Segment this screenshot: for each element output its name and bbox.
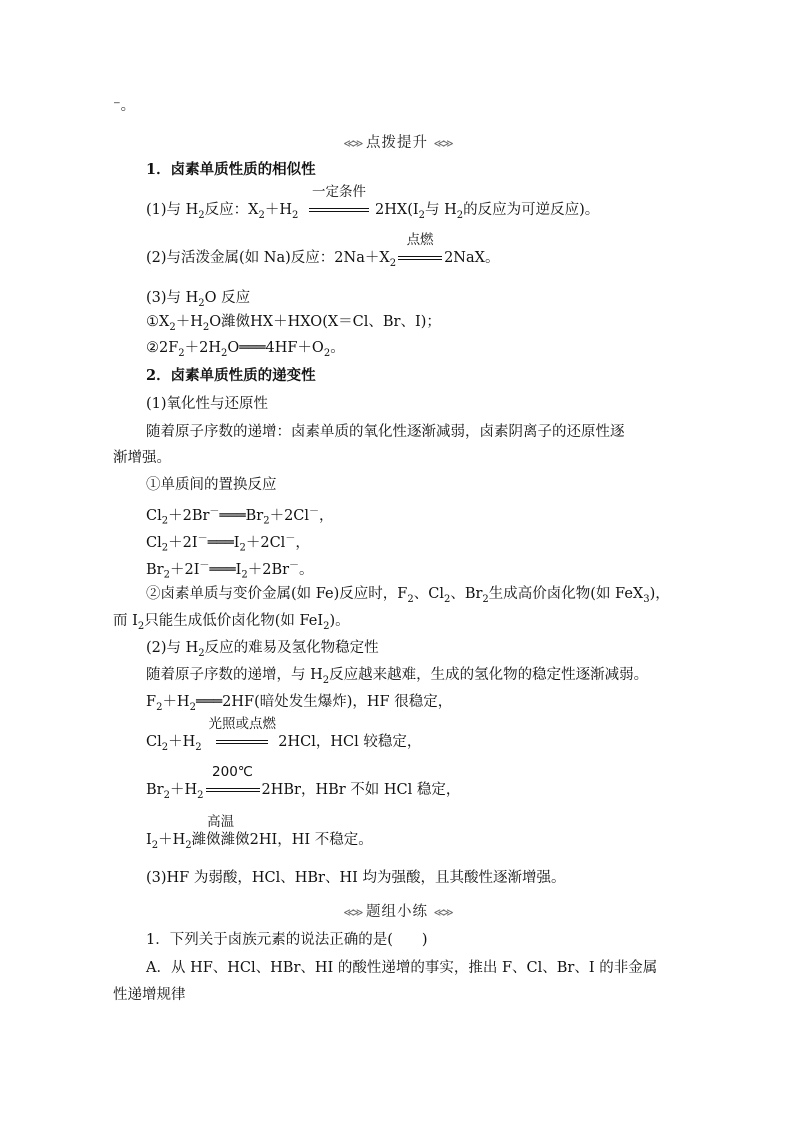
text-line: ①单质间的置换反应 xyxy=(146,477,277,493)
equation-line: (2)与活泼金属(如 Na)反应：$2Na+X_2$ 点燃 2NaX。 xyxy=(146,232,500,269)
section-heading-tips: ≪≫ 点拨提升 ≪≫ xyxy=(343,135,451,151)
equation-line: $Cl_2+2I^-═══I_2+2Cl^-$， xyxy=(146,533,310,554)
decoration-icon: ≪≫ xyxy=(343,906,361,919)
equation-line: $Br_2+H_2$ 200℃ 2HBr，HBr 不如 HCl 稳定， xyxy=(146,764,461,801)
question-stem: 1．下列关于卤族元素的说法正确的是( ) xyxy=(146,932,428,948)
question-option-a: A．从 HF、HCl、HBr、HI 的酸性递增的事实，推出 F、Cl、Br、I 的非金属 xyxy=(146,960,658,976)
equation-line: $①X_2+H_2O$濰傚HX＋HXO(X＝Cl、Br、I)； xyxy=(146,314,441,333)
subsection-title: 2．卤素单质性质的递变性 xyxy=(146,367,316,384)
text-line: 随着原子序数的递增，与 $H_2$反应越来越难，生成的氢化物的稳定性逐渐减弱。 xyxy=(146,667,649,686)
equation-line: $Cl_2+2Br^-═══Br_2+2Cl^-$， xyxy=(146,506,334,527)
equation-line: $Br_2+2I^-═══I_2+2Br^-$。 xyxy=(146,560,314,581)
decoration-icon: ≪≫ xyxy=(433,906,451,919)
reaction-arrow: 点燃 xyxy=(398,248,442,268)
decoration-icon: ≪≫ xyxy=(343,137,361,150)
text-line: 而 $I_2$只能生成低价卤化物(如 FeI$_2$)。 xyxy=(113,613,350,632)
equation-line: $I_2+H_2$ 高温 濰傚濰傚2HI，HI 不稳定。 xyxy=(146,814,373,851)
text-line: ②卤素单质与变价金属(如 Fe)反应时，$F_2$、$Cl_2$、$Br_2$生成高价卤化物(如 FeX$_3$)， xyxy=(146,586,670,605)
text-line: 随着原子序数的递增：卤素单质的氧化性逐渐减弱，卤素阴离子的还原性逐 xyxy=(146,424,625,440)
equation-line: $Cl_2+H_2$ 光照或点燃 2HCl，HCl 较稳定， xyxy=(146,716,422,753)
subsection-title: 1．卤素单质性质的相似性 xyxy=(146,161,316,178)
reaction-arrow: 200℃ xyxy=(206,780,260,800)
reaction-arrow: 光照或点燃 xyxy=(216,732,268,752)
text-line: (3)与 $H_2O$ 反应 xyxy=(146,290,251,309)
text-fragment: ⁻。 xyxy=(113,98,136,114)
question-option-a-cont: 性递增规律 xyxy=(113,987,186,1003)
equation-line: (1)与 $H_2$反应：$X_2+H_2$ 一定条件 $2HX(I_2$与 $H_2$的反应为可逆反应)。 xyxy=(146,184,600,221)
equation-line: $F_2+H_2═══2HF$(暗处发生爆炸)，HF 很稳定， xyxy=(146,694,453,713)
text-line: (3)HF 为弱酸，HCl、HBr、HI 均为强酸，且其酸性逐渐增强。 xyxy=(146,870,566,886)
decoration-icon: ≪≫ xyxy=(433,137,451,150)
equation-line: $②2F_2+2H_2O═══4HF+O_2$。 xyxy=(146,340,345,359)
section-heading-practice: ≪≫ 题组小练 ≪≫ xyxy=(343,904,451,920)
reaction-arrow: 一定条件 xyxy=(309,200,369,220)
reaction-condition: 高温 濰傚濰傚 xyxy=(191,814,250,848)
text-line: (2)与 $H_2$反应的难易及氢化物稳定性 xyxy=(146,640,379,659)
text-line: (1)氧化性与还原性 xyxy=(146,396,269,412)
text-line: 渐增强。 xyxy=(113,450,171,466)
